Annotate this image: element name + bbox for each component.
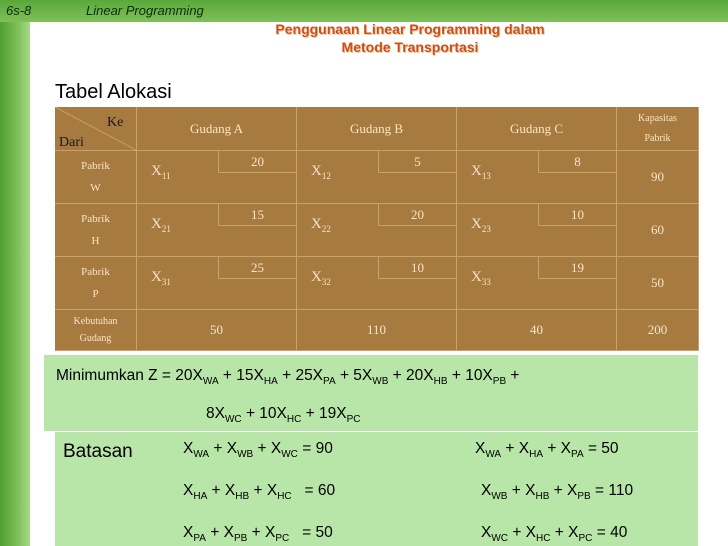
row-label-top: Pabrik [81, 213, 110, 225]
constraint-right-2: $X_{WB} + X_{HB} + X_{PB} = 110$ [481, 482, 634, 503]
section-title: Tabel Alokasi [55, 81, 172, 103]
corner-cell [55, 107, 137, 151]
row-header-demand [55, 310, 137, 351]
alloc-cell-32 [297, 257, 457, 310]
cost-value: 25 [218, 257, 296, 279]
alloc-cell-23 [457, 204, 617, 257]
variable-label: $X_{33}$ [471, 269, 491, 287]
slide-title [190, 20, 630, 56]
cost-value: 15 [218, 204, 296, 226]
row-header-pabrik-h [55, 204, 137, 257]
col-header-gudang-a: Gudang A [137, 107, 297, 151]
variable-label: $X_{23}$ [471, 216, 491, 234]
demand-label-bottom: Gudang [79, 333, 112, 344]
row-label-bottom: H [91, 235, 100, 247]
row-label-top: Pabrik [81, 266, 110, 278]
alloc-cell-11 [137, 151, 297, 204]
alloc-cell-13 [457, 151, 617, 204]
alloc-cell-21 [137, 204, 297, 257]
col-header-gudang-b: Gudang B [297, 107, 457, 151]
cost-value: 10 [538, 204, 616, 226]
row-label-top: Pabrik [81, 160, 110, 172]
capacity-value-p: 50 [617, 257, 699, 310]
cost-value: 20 [378, 204, 456, 226]
constraints-box [55, 432, 698, 546]
demand-value-c: 40 [457, 310, 617, 351]
objective-line-1: Minimumkan $Z = 20X_{WA} + 15X_{HA} + 25X_{PA} + 5X_{WB} + 20X_{HB} + 10X_{PB}$ + [56, 367, 520, 388]
col-header-capacity: Kapasitas Pabrik [617, 107, 699, 151]
variable-label: $X_{22}$ [311, 216, 331, 234]
cost-value: 10 [378, 257, 456, 279]
cost-value: 8 [538, 151, 616, 173]
constraint-left-3: $X_{PA} + X_{PB} + X_{PC} = 50$ [183, 524, 333, 545]
corner-to-label: Ke [107, 115, 124, 130]
row-label-bottom: P [92, 288, 99, 300]
demand-label-top: Kebutuhan [73, 316, 118, 327]
constraints-label: Batasan [63, 441, 133, 462]
cost-value: 19 [538, 257, 616, 279]
demand-value-b: 110 [297, 310, 457, 351]
slide-title-line-2: Metode Transportasi [341, 39, 479, 55]
row-label-bottom: W [90, 182, 101, 194]
alloc-cell-22 [297, 204, 457, 257]
row-header-pabrik-w [55, 151, 137, 204]
variable-label: $X_{13}$ [471, 163, 491, 181]
alloc-cell-33 [457, 257, 617, 310]
constraint-left-2: $X_{HA} + X_{HB} + X_{HC} = 60$ [183, 482, 336, 503]
demand-value-a: 50 [137, 310, 297, 351]
slide-title-line-1: Penggunaan Linear Programming dalam [275, 21, 545, 37]
variable-label: $X_{12}$ [311, 163, 331, 181]
variable-label: $X_{11}$ [151, 163, 171, 181]
corner-from-label: Dari [59, 135, 84, 150]
objective-function-box [44, 355, 698, 431]
row-header-pabrik-p [55, 257, 137, 310]
variable-label: $X_{32}$ [311, 269, 331, 287]
total-value: 200 [617, 310, 699, 351]
constraint-right-1: $X_{WA} + X_{HA} + X_{PA} = 50$ [475, 440, 619, 461]
constraint-left-1: $X_{WA} + X_{WB} + X_{WC} = 90$ [183, 440, 333, 461]
constraint-right-3: $X_{WC} + X_{HC} + X_{PC} = 40$ [481, 524, 628, 545]
allocation-table [55, 107, 699, 351]
capacity-value-w: 90 [617, 151, 699, 204]
variable-label: $X_{31}$ [151, 269, 171, 287]
objective-line-2: $8X_{WC} + 10X_{HC} + 19X_{PC}$ [206, 405, 361, 426]
cost-value: 5 [378, 151, 456, 173]
alloc-cell-12 [297, 151, 457, 204]
slide-number: 6s-8 [6, 3, 32, 18]
capacity-value-h: 60 [617, 204, 699, 257]
cost-value: 20 [218, 151, 296, 173]
chapter-title: Linear Programming [86, 3, 204, 18]
side-accent-bar [0, 0, 30, 546]
col-header-gudang-c: Gudang C [457, 107, 617, 151]
alloc-cell-31 [137, 257, 297, 310]
variable-label: $X_{21}$ [151, 216, 171, 234]
